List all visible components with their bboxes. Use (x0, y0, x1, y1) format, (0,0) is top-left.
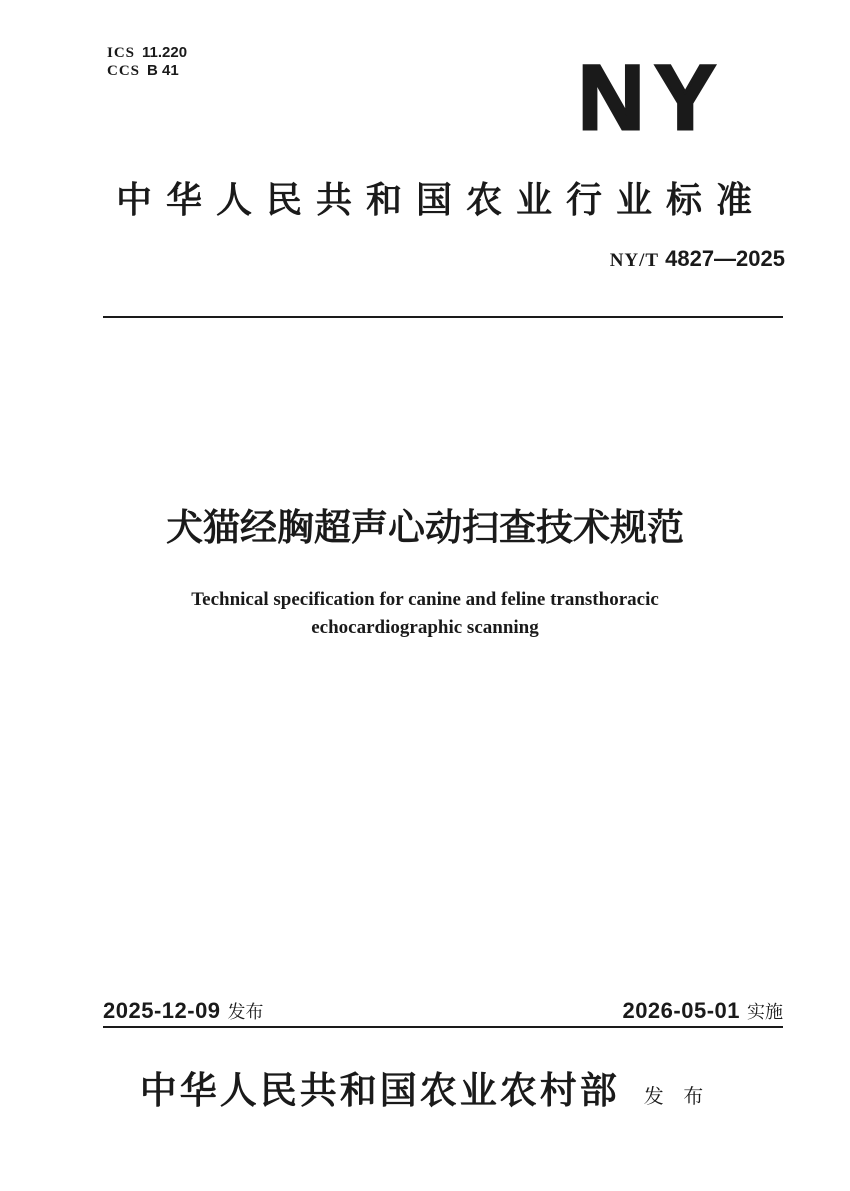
ccs-value: B 41 (147, 62, 179, 79)
ics-value: 11.220 (142, 44, 188, 61)
issue-date-label: 发布 (227, 1002, 264, 1022)
ny-logo: NY (578, 47, 726, 149)
document-title-english-line1: Technical specification for canine and feline transthoracic (191, 589, 659, 610)
classification-codes (107, 44, 187, 80)
publisher-name: 中华人民共和国农业农村部 (139, 1071, 620, 1112)
standard-type-title: 中华人民共和国农业行业标准 (116, 179, 767, 220)
publish-label: 发 布 (643, 1086, 711, 1108)
standard-number-prefix: NY/T (609, 250, 660, 271)
ics-label: ICS (107, 45, 136, 61)
ccs-label: CCS (107, 63, 141, 79)
date-row (103, 998, 783, 1024)
ccs-line (107, 62, 187, 80)
document-title-chinese: 犬猫经胸超声心动扫查技术规范 (166, 507, 684, 548)
implementation-date-value: 2026-05-01 (622, 998, 740, 1023)
bottom-divider (103, 1026, 783, 1028)
implementation-date-label: 实施 (747, 1002, 783, 1022)
document-title-english-line2: echocardiographic scanning (311, 617, 539, 638)
issue-date (103, 998, 264, 1024)
standard-number-digits: 4827—2025 (665, 246, 785, 271)
publisher-row (0, 1060, 850, 1114)
issue-date-value: 2025-12-09 (103, 998, 221, 1023)
implementation-date (622, 998, 783, 1024)
standard-number (610, 246, 785, 272)
ics-line (107, 44, 187, 62)
top-divider (103, 316, 783, 318)
document-title-english (0, 586, 850, 642)
